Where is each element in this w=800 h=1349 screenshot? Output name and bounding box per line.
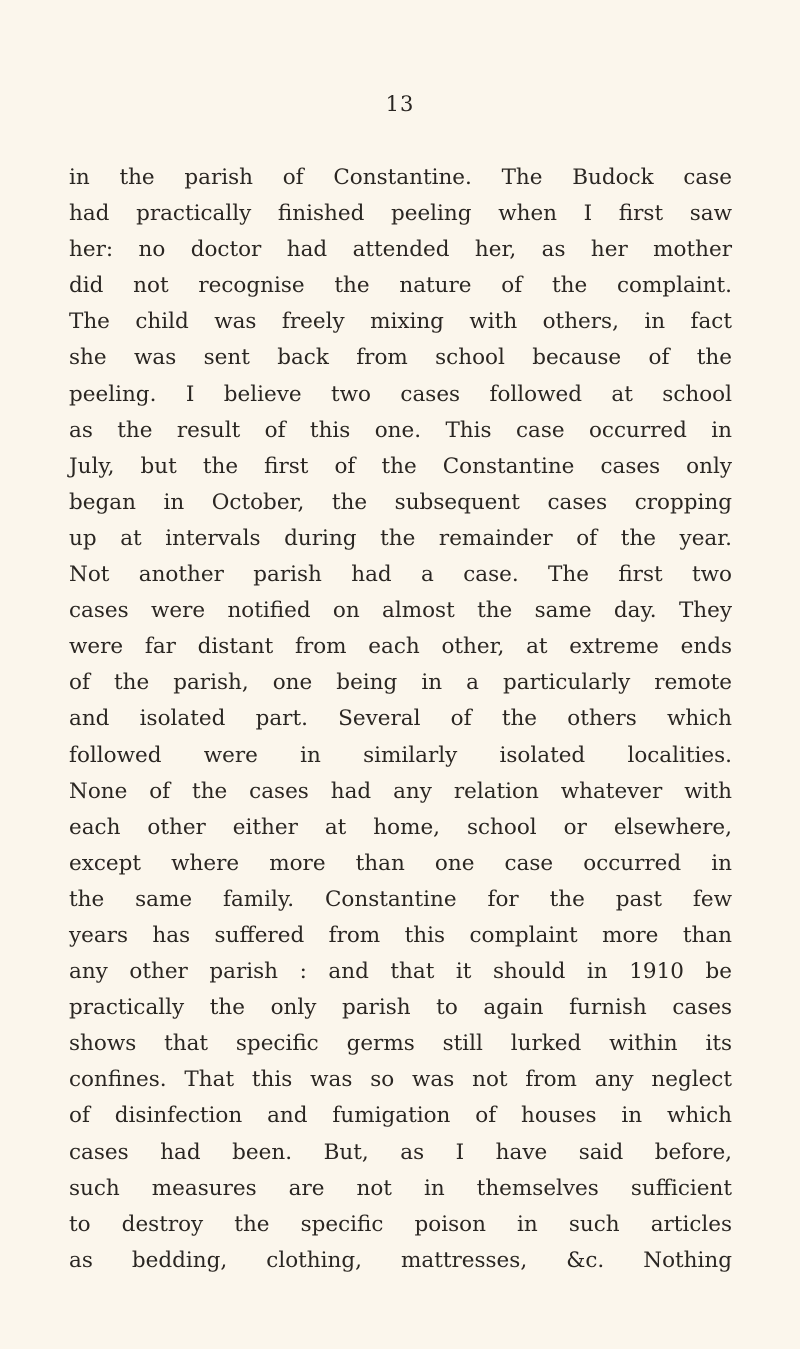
text-line: the same family. Constantine for the past few: [69, 886, 732, 912]
text-line: as bedding, clothing, mattresses, &c. Nothing: [69, 1247, 732, 1273]
text-line: Not another parish had a case. The first two: [69, 562, 732, 588]
text-line: confines. That this was so was not from any neglect: [69, 1067, 732, 1093]
page-number: 13: [385, 92, 415, 116]
text-line: practically the only parish to again furnish cases: [69, 995, 732, 1021]
text-line: to destroy the specific poison in such articles: [69, 1211, 732, 1237]
text-line: followed were in similarly isolated localities.: [69, 742, 732, 768]
text-line: began in October, the subsequent cases cropping: [69, 489, 732, 515]
text-line: except where more than one case occurred in: [69, 850, 732, 876]
text-line: shows that specific germs still lurked within its: [69, 1031, 732, 1057]
text-line: July, but the first of the Constantine cases only: [69, 453, 732, 479]
text-line: None of the cases had any relation whatever with: [69, 778, 732, 804]
text-line: years has suffered from this complaint more than: [69, 922, 732, 948]
text-line: any other parish : and that it should in 1910 be: [69, 959, 732, 985]
text-line: in the parish of Constantine. The Budock case: [69, 165, 732, 190]
text-line: such measures are not in themselves sufficient: [69, 1175, 732, 1201]
text-line: were far distant from each other, at extreme ends: [69, 634, 732, 660]
text-line: and isolated part. Several of the others which: [69, 706, 732, 732]
text-line: peeling. I believe two cases followed at school: [69, 381, 732, 407]
text-line: The child was freely mixing with others, in fact: [69, 309, 732, 335]
text-line: cases had been. But, as I have said before,: [69, 1139, 732, 1165]
text-line: cases were notified on almost the same day. They: [69, 598, 732, 624]
text-line: each other either at home, school or elsewhere,: [69, 814, 732, 840]
text-line: did not recognise the nature of the complaint.: [69, 273, 732, 299]
body-text: [69, 160, 732, 1279]
text-line: up at intervals during the remainder of the year.: [69, 525, 732, 551]
text-line: her: no doctor had attended her, as her mother: [69, 237, 732, 263]
text-line: of the parish, one being in a particularly remote: [69, 670, 732, 696]
text-line: as the result of this one. This case occurred in: [69, 417, 732, 443]
text-line: she was sent back from school because of the: [69, 345, 732, 371]
text-line: of disinfection and fumigation of houses in which: [69, 1103, 732, 1129]
text-line: had practically finished peeling when I first saw: [69, 201, 732, 227]
